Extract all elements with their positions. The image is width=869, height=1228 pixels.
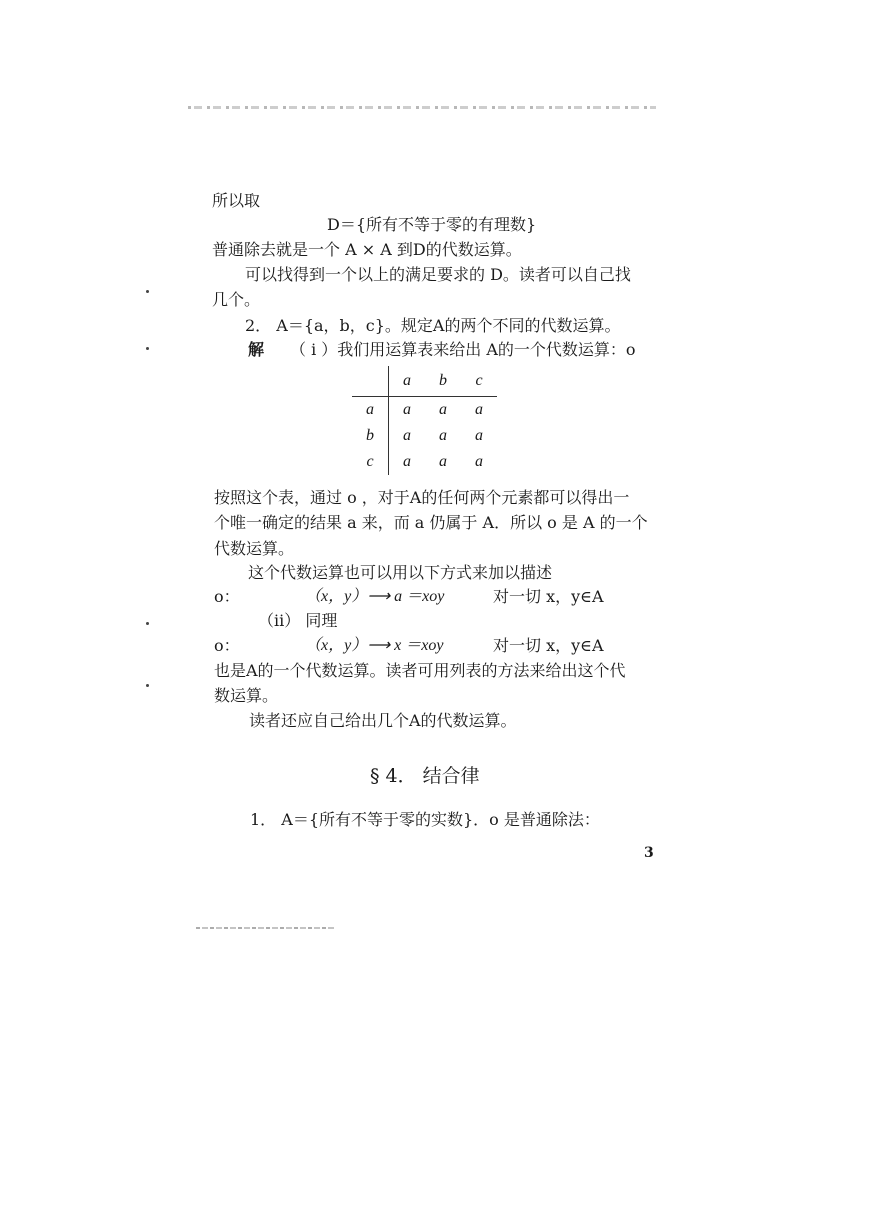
- table-cell: a: [403, 427, 411, 444]
- operation-symbol: o：: [214, 636, 240, 655]
- operation-symbol: o：: [214, 587, 240, 606]
- table-cell: a: [403, 453, 411, 470]
- table-cell: a: [403, 401, 411, 418]
- set-definition: D＝{所有不等于零的有理数}: [327, 215, 537, 234]
- scan-mark: [146, 622, 149, 625]
- text-line: 个唯一确定的结果 a 来，而 a 仍属于 A．所以 o 是 A 的一个: [214, 513, 648, 532]
- table-cell: a: [439, 427, 447, 444]
- table-row: [352, 449, 497, 475]
- text-line: 所以取: [212, 191, 261, 210]
- table-cell: a: [475, 453, 483, 470]
- solution-label: 解: [248, 340, 265, 359]
- table-row: [352, 423, 497, 449]
- page-number: 3: [644, 845, 654, 861]
- table-row: [352, 397, 497, 424]
- table-cell: a: [439, 401, 447, 418]
- table-column-header: b: [425, 366, 461, 397]
- scan-mark: [146, 684, 149, 687]
- text-line: 普通除去就是一个 A × A 到D的代数运算。: [212, 240, 522, 259]
- mapping-formula: （x，y）⟶ a ＝xoy: [305, 588, 445, 605]
- table-row-header: c: [352, 449, 389, 475]
- problem-statement: 2． A＝{a，b，c}。规定A的两个不同的代数运算。: [245, 316, 621, 335]
- table-row-header: b: [352, 423, 389, 449]
- table-row-header: a: [352, 397, 389, 424]
- scan-artifact-bottom: [196, 927, 336, 929]
- table-corner: [352, 366, 389, 397]
- text-line: 这个代数运算也可以用以下方式来加以描述: [248, 563, 553, 582]
- text-line: 可以找得到一个以上的满足要求的 D。读者可以自己找: [245, 265, 631, 284]
- text-line: 几个。: [212, 290, 261, 309]
- operation-table: [352, 366, 497, 475]
- text-line: 代数运算。: [214, 539, 295, 558]
- text-line: 按照这个表，通过 o ，对于A的任何两个元素都可以得出一: [214, 488, 630, 507]
- text-line: 也是A的一个代数运算。读者可用列表的方法来给出这个代: [214, 661, 626, 680]
- scan-mark: [146, 347, 149, 350]
- text-line: （ i ）我们用运算表来给出 A的一个代数运算：o: [290, 340, 636, 359]
- scan-mark: [146, 290, 149, 293]
- quantifier: 对一切 x，y∈A: [493, 587, 604, 606]
- quantifier: 对一切 x，y∈A: [493, 636, 604, 655]
- scan-artifact-top: [188, 106, 656, 109]
- text-line: （ii） 同理: [258, 611, 338, 630]
- text-line: 1． A＝{所有不等于零的实数}．o 是普通除法：: [250, 810, 600, 829]
- table-column-header: c: [461, 366, 497, 397]
- section-heading: § 4． 结合律: [370, 765, 480, 787]
- mapping-formula: （x，y）⟶ x ＝xoy: [305, 637, 444, 654]
- table-cell: a: [475, 401, 483, 418]
- text-line: 读者还应自己给出几个A的代数运算。: [249, 711, 517, 730]
- table-cell: a: [439, 453, 447, 470]
- text-line: 数运算。: [214, 686, 279, 705]
- table-cell: a: [475, 427, 483, 444]
- table-column-header: a: [389, 366, 426, 397]
